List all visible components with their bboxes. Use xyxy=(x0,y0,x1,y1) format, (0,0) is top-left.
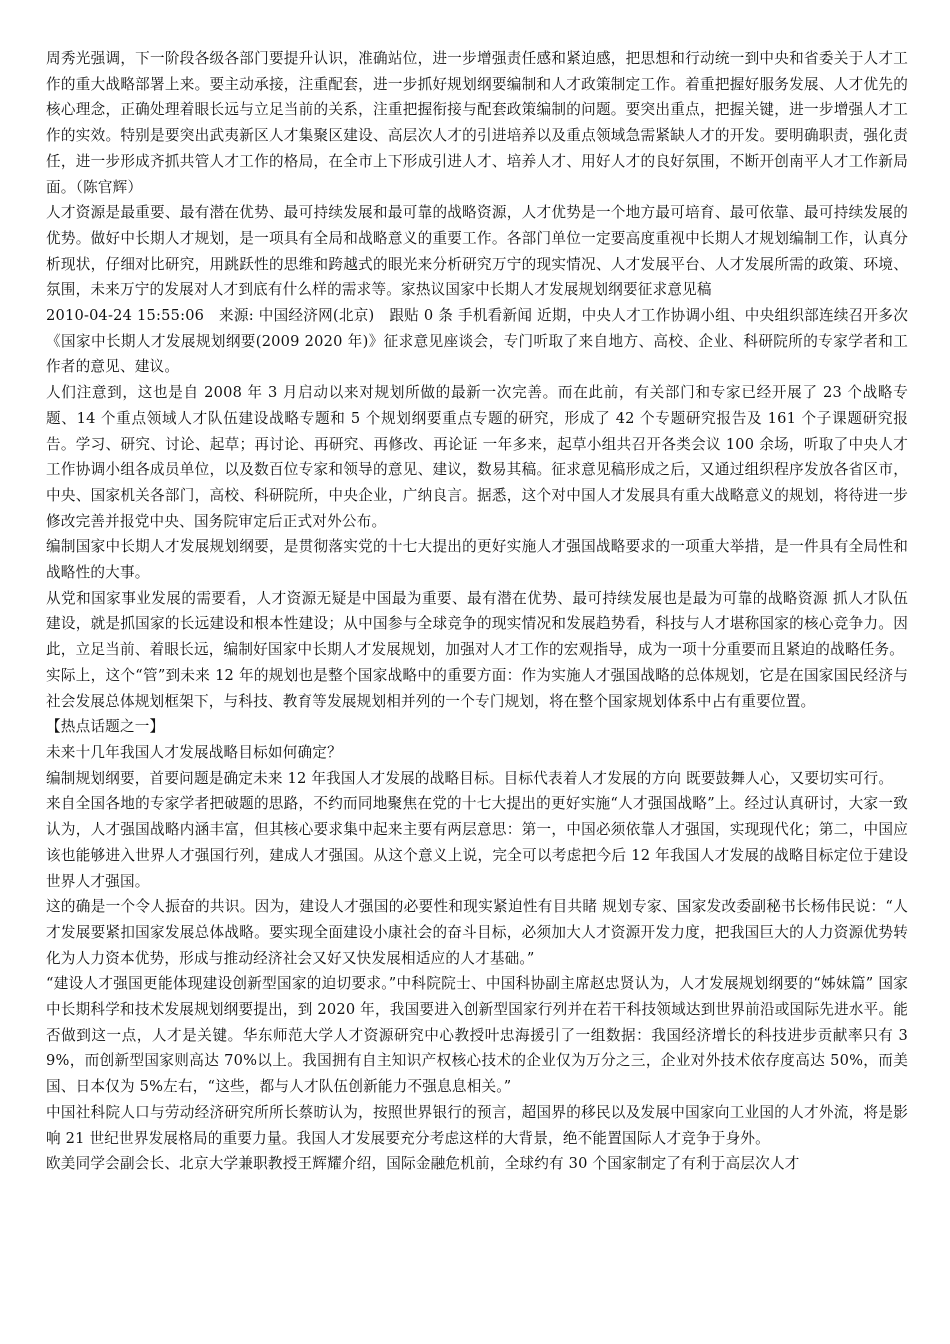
section-heading: 【热点话题之一】 xyxy=(46,718,165,736)
paragraph: 编制国家中长期人才发展规划纲要，是贯彻落实党的十七大提出的更好实施人才强国战略要求的一项重大举措，是一件具有全局性和战略性的大事。 xyxy=(46,538,908,582)
section-question: 未来十几年我国人才发展战略目标如何确定？ xyxy=(46,743,342,761)
paragraph: 2010-04-24 15:55:06 来源: 中国经济网(北京) 跟贴 0 条 手机看新闻 近期，中央人才工作协调小组、中央组织部连续召开多次《国家中长期人才发展规划纲要(2009 2020 年)》征求意见座谈会，专门听取了来自地方、高校、企业、科研院所的专家学者和工作者的意见、建议。 xyxy=(46,307,908,376)
paragraph: 周秀光强调，下一阶段各级各部门要提升认识，准确站位，进一步增强责任感和紧迫感，把思想和行动统一到中央和省委关于人才工作的重大战略部署上来。要主动承接，注重配套，进一步抓好规划纲要编制和人才政策制定工作。着重把握好服务发展、人才优先的核心理念，正确处理着眼长远与立足当前的关系，注重把握衔接与配套政策编制的问题。要突出重点，把握关键，进一步增强人才工作的实效。特别是要突出武夷新区人才集聚区建设、高层次人才的引进培养以及重点领域急需紧缺人才的开发。要明确职责，强化责任，进一步形成齐抓共管人才工作的格局，在全市上下形成引进人才、培养人才、用好人才的良好氛围，不断开创南平人才工作新局面。（陈官辉） xyxy=(46,50,908,196)
paragraph: 实际上，这个“管”到未来 12 年的规划也是整个国家战略中的重要方面：作为实施人才强国战略的总体规划，它是在国家国民经济与社会发展总体规划框架下，与科技、教育等发展规划相并列的一个专门规划，将在整个国家规划体系中占有重要位置。 xyxy=(46,666,908,710)
paragraph: “建设人才强国更能体现建设创新型国家的迫切要求。”中科院院士、中国科协副主席赵忠贤认为，人才发展规划纲要的“姊妹篇” 国家中长期科学和技术发展规划纲要提出，到 2020 年，我国要进入创新型国家行列并在若干科技领域达到世界前沿或国际先进水平。能否做到这一点，人才是关键。华东师范大学人才资源研究中心教授叶忠海援引了一组数据：我国经济增长的科技进步贡献率只有 39%，而创新型国家则高达 70%以上。我国拥有自主知识产权核心技术的企业仅为万分之三，企业对外技术依存度高达 50%，而美国、日本仅为 5%左右，“这些，都与人才队伍创新能力不强息息相关。” xyxy=(46,975,908,1096)
paragraph: 人才资源是最重要、最有潜在优势、最可持续发展和最可靠的战略资源，人才优势是一个地方最可培育、最可依靠、最可持续发展的优势。做好中长期人才规划，是一项具有全局和战略意义的重要工作。各部门单位一定要高度重视中长期人才规划编制工作，认真分析现状，仔细对比研究，用跳跃性的思维和跨越式的眼光来分析研究万宁的现实情况、人才发展平台、人才发展所需的政策、环境、氛围，未来万宁的发展对人才到底有什么样的需求等。家热议国家中长期人才发展规划纲要征求意见稿 xyxy=(46,204,908,299)
paragraph: 从党和国家事业发展的需要看，人才资源无疑是中国最为重要、最有潜在优势、最可持续发展也是最为可靠的战略资源 抓人才队伍建设，就是抓国家的长远建设和根本性建设；从中国参与全球竞争的现实情况和发展趋势看，科技与人才堪称国家的核心竞争力。因此，立足当前、着眼长远，编制好国家中长期人才发展规划，加强对人才工作的宏观指导，成为一项十分重要而且紧迫的战略任务。 xyxy=(46,589,908,659)
paragraph: 来自全国各地的专家学者把破题的思路，不约而同地聚焦在党的十七大提出的更好实施“人才强国战略”上。经过认真研讨，大家一致认为，人才强国战略内涵丰富，但其核心要求集中起来主要有两层意思：第一，中国必须依靠人才强国，实现现代化；第二，中国应该也能够进入世界人才强国行列，建成人才强国。从这个意义上说，完全可以考虑把今后 12 年我国人才发展的战略目标定位于建设世界人才强国。 xyxy=(46,795,908,890)
paragraph: 欧美同学会副会长、北京大学兼职教授王辉耀介绍，国际金融危机前，全球约有 30 个国家制定了有利于高层次人才 xyxy=(46,1155,800,1173)
paragraph: 编制规划纲要，首要问题是确定未来 12 年我国人才发展的战略目标。目标代表着人才发展的方向 既要鼓舞人心，又要切实可行。 xyxy=(46,769,894,787)
paragraph: 这的确是一个令人振奋的共识。因为，建设人才强国的必要性和现实紧迫性有目共睹 规划专家、国家发改委副秘书长杨伟民说：“人才发展要紧扣国家发展总体战略。要实现全面建设小康社会的奋斗目标，必须加大人才资源开发力度，把我国巨大的人力资源优势转化为人力资本优势，形成与推动经济社会又好又快发展相适应的人才基础。” xyxy=(46,898,908,967)
document-body xyxy=(46,46,908,1177)
paragraph: 中国社科院人口与劳动经济研究所所长蔡昉认为，按照世界银行的预言，超国界的移民以及发展中国家向工业国的人才外流，将是影响 21 世纪世界发展格局的重要力量。我国人才发展要充分考虑这样的大背景，绝不能置国际人才竞争于身外。 xyxy=(46,1103,908,1147)
paragraph: 人们注意到，这也是自 2008 年 3 月启动以来对规划所做的最新一次完善。而在此前，有关部门和专家已经开展了 23 个战略专题、14 个重点领域人才队伍建设战略专题和 5 个规划纲要重点专题的研究，形成了 42 个专题研究报告及 161 个子课题研究报告。学习、研究、讨论、起草；再讨论、再研究、再修改、再论证 一年多来，起草小组共召开各类会议 100 余场，听取了中央人才工作协调小组各成员单位，以及数百位专家和领导的意见、建议，数易其稿。征求意见稿形成之后，又通过组织程序发放各省区市，中央、国家机关各部门，高校、科研院所，中央企业，广纳良言。据悉，这个对中国人才发展具有重大战略意义的规划，将待进一步修改完善并报党中央、国务院审定后正式对外公布。 xyxy=(46,384,908,530)
